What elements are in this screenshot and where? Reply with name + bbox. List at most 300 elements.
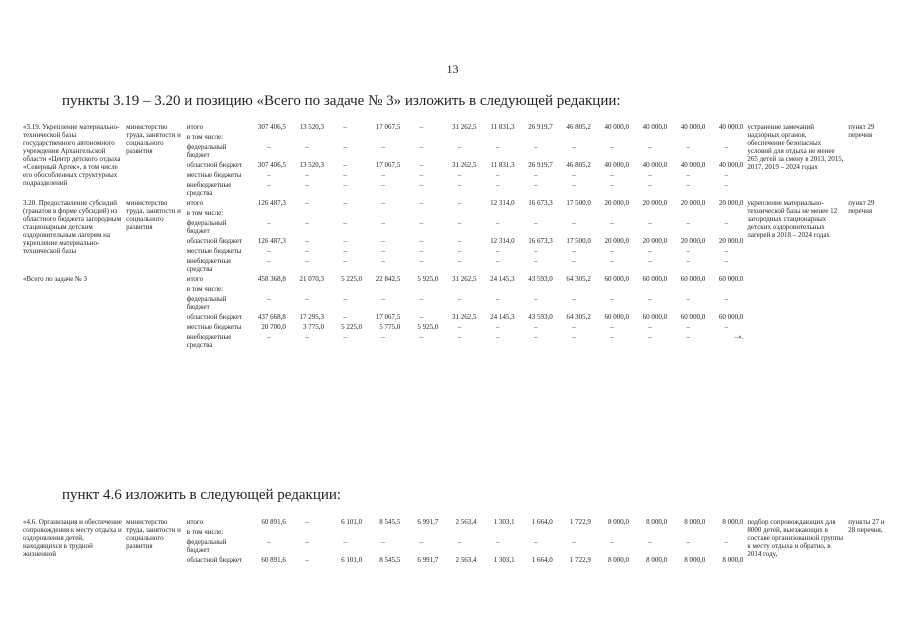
amount-cell: 12 314,0: [490, 237, 515, 245]
amount-cell: –: [305, 556, 309, 564]
amount-cell: [593, 208, 631, 218]
amount-cell: –: [724, 538, 729, 546]
amount-cell: 8 000,0: [684, 518, 706, 526]
amount-cell: –: [610, 171, 614, 179]
amount-cell: –: [457, 181, 462, 189]
amount-cell: –: [305, 538, 309, 546]
amount-cell: 60 000,0: [680, 313, 706, 321]
amount-cell: [517, 284, 555, 294]
amount-cell: –: [343, 123, 347, 131]
amount-cell: –: [419, 257, 424, 265]
amount-cell: 60 000,0: [642, 313, 668, 321]
amount-cell: [593, 284, 631, 294]
amount-cell: –: [305, 333, 309, 341]
amount-cell: 13 520,3: [299, 123, 324, 131]
amount-cell: [402, 527, 440, 537]
amount-cell: [479, 527, 517, 537]
amount-cell: –».: [734, 333, 744, 341]
amount-cell: 2 563,4: [455, 518, 477, 526]
amount-cell: 8 545,5: [379, 556, 401, 564]
amount-cell: –: [648, 247, 652, 255]
amount-cell: 6 991,7: [417, 556, 439, 564]
amount-cell: –: [686, 538, 690, 546]
amount-cell: 31 262,5: [452, 313, 477, 321]
amount-cell: –: [457, 199, 462, 207]
amount-cell: 3 775,0: [303, 323, 324, 331]
amount-cell: –: [686, 333, 690, 341]
amount-cell: –: [457, 295, 462, 303]
funding-source: итого: [186, 518, 204, 526]
amount-cell: 16 673,3: [528, 199, 553, 207]
amount-cell: 26 919,7: [528, 123, 553, 131]
amount-cell: 13 520,3: [299, 161, 324, 169]
reference: пункты 27 и 28 перечня,: [848, 518, 885, 534]
amount-cell: [707, 208, 745, 218]
amount-cell: [707, 284, 745, 294]
amount-cell: 5 225,0: [341, 323, 363, 331]
expected-result: [745, 274, 846, 350]
amount-cell: –: [305, 247, 309, 255]
amount-cell: –: [533, 143, 538, 151]
funding-source: итого: [186, 199, 204, 207]
amount-cell: –: [495, 247, 500, 255]
table-row: [21, 198, 889, 208]
amount-cell: 8 000,0: [722, 518, 744, 526]
amount-cell: –: [724, 181, 729, 189]
amount-cell: 17 500,0: [566, 199, 591, 207]
funding-source: федеральный бюджет: [186, 295, 227, 311]
amount-cell: –: [724, 219, 729, 227]
amount-cell: [364, 284, 402, 294]
amount-cell: [288, 527, 326, 537]
amount-cell: –: [495, 171, 500, 179]
amount-cell: –: [610, 333, 614, 341]
amount-cell: 17 500,0: [566, 237, 591, 245]
amount-cell: [479, 208, 517, 218]
measure-name: «4.6. Организация и обеспечение сопровождения к месту отдыха и оздоровления детей, находящихся в трудной жизненной: [23, 518, 122, 558]
amount-cell: [364, 132, 402, 142]
amount-cell: –: [457, 237, 462, 245]
heading-point-4-6: пункт 4.6 изложить в следующей редакции:: [62, 487, 342, 503]
amount-cell: 6 991,7: [417, 518, 439, 526]
funding-source: областной бюджет: [186, 161, 243, 169]
amount-cell: 40 000,0: [642, 123, 668, 131]
expected-result: устранение замечаний надзорных органов, обеспечение безопасных условий для отдыха не менее 265 детей за смену в 2013, 2015, 2017, 2019 – 2024 годах: [747, 123, 844, 171]
amount-cell: 20 000,0: [680, 199, 706, 207]
amount-cell: –: [419, 247, 424, 255]
amount-cell: [326, 284, 364, 294]
amount-cell: 60 891,6: [261, 556, 286, 564]
table-row: [21, 517, 889, 527]
amount-cell: [555, 284, 593, 294]
amount-cell: –: [648, 538, 652, 546]
amount-cell: 24 145,3: [490, 313, 515, 321]
amount-cell: –: [343, 237, 347, 245]
amount-cell: [364, 527, 402, 537]
amount-cell: –: [457, 538, 462, 546]
amount-cell: 46 805,2: [566, 123, 591, 131]
amount-cell: –: [572, 219, 576, 227]
funding-source: в том числе:: [186, 528, 224, 536]
amount-cell: –: [724, 323, 729, 331]
expected-result: подбор сопровождающих для 8000 детей, выезжающих в составе организованной группы к месту отдыха и обратно, в 2014 году,: [747, 518, 844, 558]
amount-cell: –: [343, 219, 347, 227]
amount-cell: –: [305, 199, 309, 207]
amount-cell: –: [495, 323, 500, 331]
amount-cell: –: [343, 313, 347, 321]
funding-source: местные бюджеты: [186, 171, 242, 179]
amount-cell: –: [305, 257, 309, 265]
amount-cell: –: [533, 181, 538, 189]
funding-source: в том числе:: [186, 209, 224, 217]
amount-cell: –: [610, 181, 614, 189]
amount-cell: –: [343, 161, 347, 169]
funding-source: итого: [186, 275, 204, 283]
amount-cell: 1 722,9: [569, 518, 591, 526]
amount-cell: [288, 208, 326, 218]
amount-cell: [593, 527, 631, 537]
amount-cell: –: [343, 295, 347, 303]
amount-cell: 60 891,6: [261, 518, 286, 526]
amount-cell: –: [648, 333, 652, 341]
amount-cell: –: [495, 295, 500, 303]
amount-cell: [707, 132, 745, 142]
amount-cell: 20 700,0: [261, 323, 286, 331]
amount-cell: 64 305,2: [566, 275, 591, 283]
amount-cell: [402, 208, 440, 218]
amount-cell: 22 842,5: [375, 275, 401, 283]
amount-cell: –: [724, 171, 729, 179]
amount-cell: 437 668,8: [257, 313, 286, 321]
amount-cell: –: [610, 295, 614, 303]
reference: пункт 29 перечня: [848, 123, 875, 139]
amount-cell: 31 262,5: [452, 275, 477, 283]
executor: министерство труда, занятости и социального развития: [126, 199, 181, 231]
amount-cell: 17 067,5: [375, 123, 401, 131]
amount-cell: –: [686, 295, 690, 303]
amount-cell: –: [419, 181, 424, 189]
amount-cell: –: [572, 171, 576, 179]
amount-cell: 307 406,5: [257, 161, 286, 169]
amount-cell: 5 925,0: [417, 275, 439, 283]
amount-cell: –: [305, 143, 309, 151]
amount-cell: –: [343, 171, 347, 179]
table-tasks-3: [21, 122, 889, 350]
amount-cell: 40 000,0: [718, 123, 744, 131]
amount-cell: 1 303,1: [493, 518, 515, 526]
amount-cell: –: [457, 257, 462, 265]
amount-cell: –: [343, 257, 347, 265]
amount-cell: 60 000,0: [604, 275, 629, 283]
amount-cell: [440, 527, 478, 537]
amount-cell: –: [648, 295, 652, 303]
amount-cell: [517, 132, 555, 142]
amount-cell: –: [343, 538, 347, 546]
amount-cell: 40 000,0: [604, 123, 629, 131]
amount-cell: 20 000,0: [718, 237, 744, 245]
amount-cell: 8 000,0: [608, 518, 629, 526]
funding-source: итого: [186, 123, 204, 131]
amount-cell: 20 000,0: [604, 237, 629, 245]
amount-cell: 8 000,0: [646, 518, 668, 526]
amount-cell: –: [419, 219, 424, 227]
funding-source: в том числе:: [186, 285, 224, 293]
amount-cell: –: [533, 247, 538, 255]
amount-cell: 6 101,0: [341, 556, 363, 564]
amount-cell: [517, 527, 555, 537]
amount-cell: [669, 208, 707, 218]
amount-cell: [593, 132, 631, 142]
amount-cell: 5 225,0: [341, 275, 363, 283]
amount-cell: –: [533, 257, 538, 265]
amount-cell: –: [343, 333, 347, 341]
amount-cell: –: [610, 257, 614, 265]
amount-cell: 20 000,0: [642, 199, 668, 207]
amount-cell: 17 067,5: [375, 161, 401, 169]
amount-cell: –: [724, 143, 729, 151]
amount-cell: –: [572, 257, 576, 265]
amount-cell: –: [724, 247, 729, 255]
funding-source: областной бюджет: [186, 313, 243, 321]
amount-cell: –: [267, 333, 271, 341]
amount-cell: –: [610, 247, 614, 255]
amount-cell: [440, 208, 478, 218]
amount-cell: –: [457, 219, 462, 227]
reference: [846, 274, 889, 350]
amount-cell: –: [419, 123, 424, 131]
funding-source: федеральный бюджет: [186, 219, 227, 235]
amount-cell: 60 000,0: [604, 313, 629, 321]
amount-cell: –: [305, 237, 309, 245]
amount-cell: –: [686, 247, 690, 255]
amount-cell: 8 000,0: [684, 556, 706, 564]
amount-cell: –: [267, 247, 271, 255]
amount-cell: 40 000,0: [680, 123, 706, 131]
amount-cell: –: [572, 181, 576, 189]
amount-cell: –: [381, 199, 385, 207]
amount-cell: 60 000,0: [718, 313, 744, 321]
amount-cell: –: [381, 247, 385, 255]
amount-cell: –: [610, 323, 614, 331]
amount-cell: –: [267, 257, 271, 265]
amount-cell: –: [305, 518, 309, 526]
amount-cell: 12 314,0: [490, 199, 515, 207]
funding-source: федеральный бюджет: [186, 538, 227, 554]
amount-cell: –: [686, 323, 690, 331]
amount-cell: –: [419, 199, 424, 207]
amount-cell: 31 262,5: [452, 123, 477, 131]
amount-cell: –: [419, 143, 424, 151]
amount-cell: –: [572, 333, 576, 341]
amount-cell: 40 000,0: [642, 161, 668, 169]
amount-cell: –: [381, 171, 385, 179]
amount-cell: 40 000,0: [718, 161, 744, 169]
amount-cell: –: [724, 295, 729, 303]
amount-cell: 43 593,0: [528, 313, 553, 321]
amount-cell: –: [533, 219, 538, 227]
amount-cell: 60 000,0: [718, 275, 744, 283]
amount-cell: –: [648, 323, 652, 331]
funding-source: внебюджетные средства: [186, 257, 232, 273]
amount-cell: –: [610, 219, 614, 227]
amount-cell: –: [381, 538, 385, 546]
amount-cell: [669, 132, 707, 142]
amount-cell: 20 000,0: [718, 199, 744, 207]
amount-cell: –: [381, 257, 385, 265]
amount-cell: –: [648, 257, 652, 265]
amount-cell: 17 067,5: [375, 313, 401, 321]
funding-source: местные бюджеты: [186, 323, 242, 331]
amount-cell: –: [495, 219, 500, 227]
amount-cell: –: [648, 171, 652, 179]
amount-cell: –: [343, 247, 347, 255]
amount-cell: [555, 208, 593, 218]
amount-cell: –: [419, 237, 424, 245]
amount-cell: –: [267, 295, 271, 303]
amount-cell: –: [495, 333, 500, 341]
amount-cell: 1 664,0: [531, 518, 553, 526]
amount-cell: [288, 132, 326, 142]
amount-cell: –: [267, 538, 271, 546]
table-task-4-6: [21, 517, 889, 565]
amount-cell: 8 545,5: [379, 518, 401, 526]
executor: [124, 274, 185, 350]
amount-cell: [517, 208, 555, 218]
executor: министерство труда, занятости и социального развития: [126, 518, 181, 550]
amount-cell: –: [572, 295, 576, 303]
funding-source: федеральный бюджет: [186, 143, 227, 159]
measure-name: «3.19. Укрепление материально-технической базы государственного автономного учреждения Архангельской области «Центр детского отдыха «Северный Артек», в том числе его обособленных структурных подразделений: [23, 123, 121, 187]
amount-cell: –: [419, 313, 424, 321]
amount-cell: 8 000,0: [608, 556, 629, 564]
amount-cell: –: [267, 143, 271, 151]
amount-cell: 17 295,3: [299, 313, 324, 321]
amount-cell: –: [419, 538, 424, 546]
amount-cell: [250, 284, 288, 294]
amount-cell: [250, 208, 288, 218]
amount-cell: –: [267, 219, 271, 227]
amount-cell: [631, 284, 669, 294]
amount-cell: –: [572, 247, 576, 255]
amount-cell: [364, 208, 402, 218]
amount-cell: 20 000,0: [680, 237, 706, 245]
amount-cell: 5 925,0: [417, 323, 439, 331]
funding-source: областной бюджет: [186, 556, 243, 564]
amount-cell: –: [305, 219, 309, 227]
amount-cell: 5 775,0: [379, 323, 401, 331]
amount-cell: –: [533, 171, 538, 179]
amount-cell: –: [648, 143, 652, 151]
amount-cell: 60 000,0: [642, 275, 668, 283]
amount-cell: [402, 132, 440, 142]
amount-cell: [555, 527, 593, 537]
amount-cell: [631, 527, 669, 537]
amount-cell: [326, 208, 364, 218]
amount-cell: –: [457, 333, 462, 341]
amount-cell: [402, 284, 440, 294]
amount-cell: 307 406,5: [257, 123, 286, 131]
amount-cell: –: [533, 538, 538, 546]
amount-cell: –: [686, 219, 690, 227]
amount-cell: –: [457, 323, 462, 331]
amount-cell: –: [495, 181, 500, 189]
amount-cell: 26 919,7: [528, 161, 553, 169]
page-number: 13: [446, 62, 459, 76]
amount-cell: 6 101,0: [341, 518, 363, 526]
amount-cell: –: [419, 295, 424, 303]
amount-cell: –: [305, 295, 309, 303]
amount-cell: –: [267, 171, 271, 179]
amount-cell: –: [648, 181, 652, 189]
amount-cell: –: [381, 181, 385, 189]
amount-cell: –: [648, 219, 652, 227]
executor: министерство труда, занятости и социального развития: [126, 123, 181, 155]
amount-cell: –: [572, 323, 576, 331]
amount-cell: –: [724, 257, 729, 265]
funding-source: в том числе:: [186, 133, 224, 141]
amount-cell: –: [533, 295, 538, 303]
amount-cell: 11 831,3: [490, 161, 515, 169]
amount-cell: 1 303,1: [493, 556, 515, 564]
amount-cell: 21 070,3: [299, 275, 324, 283]
amount-cell: –: [457, 171, 462, 179]
funding-source: местные бюджеты: [186, 247, 242, 255]
amount-cell: 8 000,0: [646, 556, 668, 564]
amount-cell: 24 145,3: [490, 275, 515, 283]
amount-cell: –: [267, 181, 271, 189]
amount-cell: [669, 284, 707, 294]
amount-cell: [479, 132, 517, 142]
amount-cell: [326, 132, 364, 142]
table-row: [21, 274, 889, 284]
amount-cell: –: [381, 237, 385, 245]
amount-cell: 20 000,0: [604, 199, 629, 207]
amount-cell: –: [419, 161, 424, 169]
amount-cell: –: [686, 171, 690, 179]
amount-cell: –: [457, 143, 462, 151]
amount-cell: [707, 527, 745, 537]
amount-cell: –: [572, 143, 576, 151]
amount-cell: 40 000,0: [604, 161, 629, 169]
amount-cell: 16 673,3: [528, 237, 553, 245]
expected-result: укрепление материально-технической базы не менее 12 загородных стационарных детских оздоровительных лагерей в 2018 – 2024 годах: [747, 199, 838, 239]
amount-cell: 8 000,0: [722, 556, 744, 564]
amount-cell: 20 000,0: [642, 237, 668, 245]
amount-cell: –: [381, 219, 385, 227]
amount-cell: –: [419, 171, 424, 179]
amount-cell: [326, 527, 364, 537]
amount-cell: –: [305, 181, 309, 189]
amount-cell: –: [495, 257, 500, 265]
amount-cell: 31 262,5: [452, 161, 477, 169]
amount-cell: 1 722,9: [569, 556, 591, 564]
amount-cell: –: [495, 143, 500, 151]
amount-cell: –: [343, 143, 347, 151]
amount-cell: 64 305,2: [566, 313, 591, 321]
funding-source: внебюджетные средства: [186, 333, 232, 349]
amount-cell: 126 487,3: [257, 199, 286, 207]
amount-cell: –: [533, 333, 538, 341]
amount-cell: [440, 284, 478, 294]
amount-cell: –: [343, 181, 347, 189]
amount-cell: –: [305, 171, 309, 179]
amount-cell: 2 563,4: [455, 556, 477, 564]
amount-cell: –: [419, 333, 424, 341]
amount-cell: 46 805,2: [566, 161, 591, 169]
amount-cell: –: [686, 257, 690, 265]
amount-cell: –: [495, 538, 500, 546]
amount-cell: –: [533, 323, 538, 331]
